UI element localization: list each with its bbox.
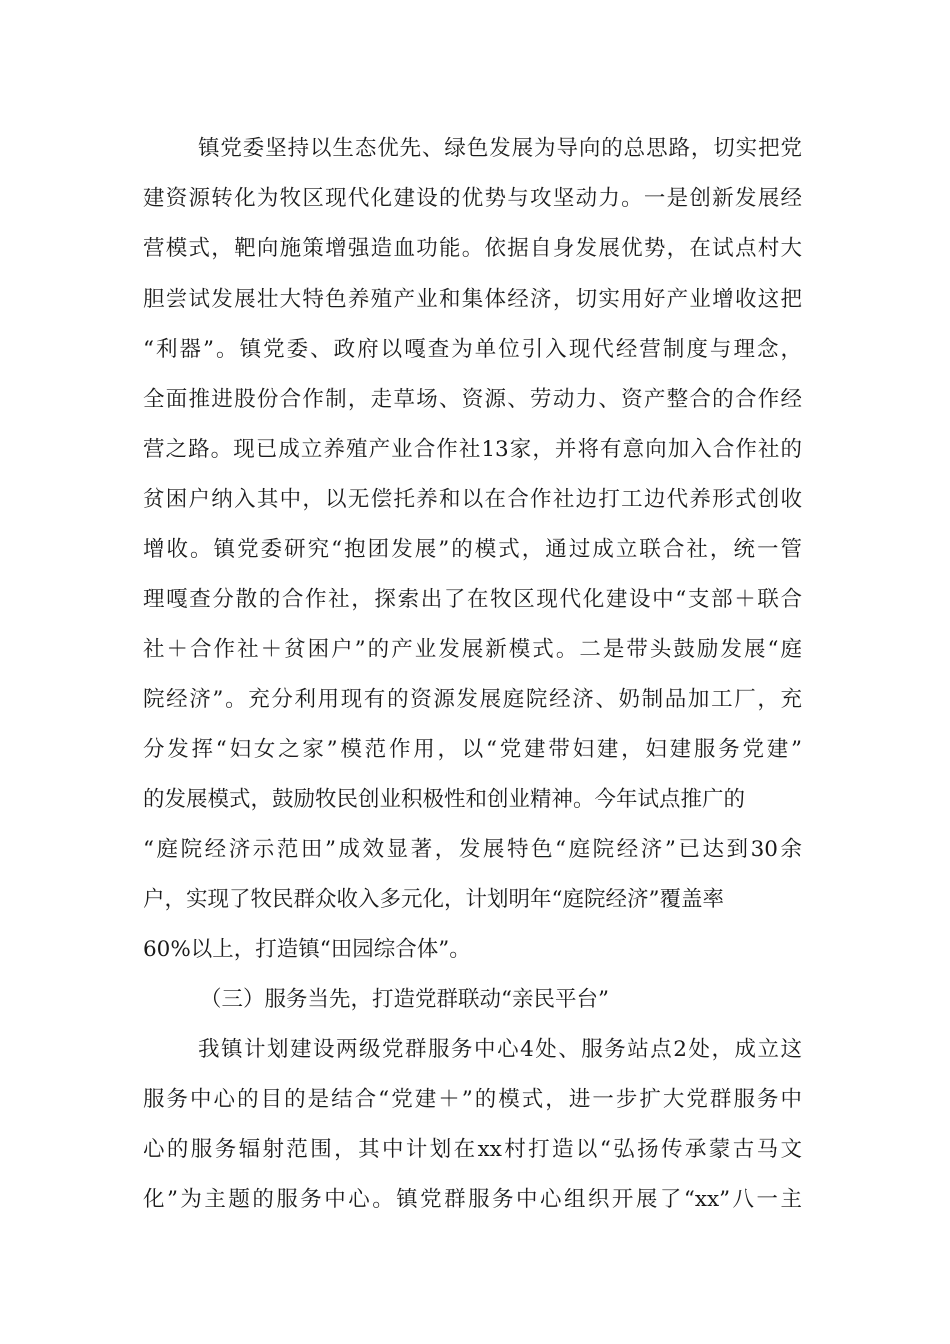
paragraph-1-line-10: 理嘎查分散的合作社，探索出了在牧区现代化建设中“支部＋联合 xyxy=(143,587,802,612)
paragraph-1-line-1: 镇党委坚持以生态优先、绿色发展为导向的总思路，切实把党 xyxy=(198,136,802,161)
paragraph-2-line-3: 心的服务辐射范围，其中计划在xx村打造以“弘扬传承蒙古马文 xyxy=(143,1137,802,1162)
section-heading: （三）服务当先，打造党群联动“亲民平台” xyxy=(200,987,609,1012)
paragraph-2-line-2: 服务中心的目的是结合“党建＋”的模式，进一步扩大党群服务中 xyxy=(143,1087,802,1112)
paragraph-1-line-9: 增收。镇党委研究“抱团发展”的模式，通过成立联合社，统一管 xyxy=(143,537,802,562)
paragraph-1-line-14: 的发展模式，鼓励牧民创业积极性和创业精神。今年试点推广的 xyxy=(143,787,746,812)
paragraph-1-line-16: 户，实现了牧民群众收入多元化，计划明年“庭院经济”覆盖率 xyxy=(143,887,724,912)
paragraph-1-line-3: 营模式，靶向施策增强造血功能。依据自身发展优势，在试点村大 xyxy=(143,236,802,261)
paragraph-1-line-7: 营之路。现已成立养殖产业合作社13家，并将有意向加入合作社的 xyxy=(143,437,802,462)
paragraph-1-line-8: 贫困户纳入其中，以无偿托养和以在合作社边打工边代养形式创收 xyxy=(143,487,802,512)
paragraph-2-line-4: 化”为主题的服务中心。镇党群服务中心组织开展了“xx”八一主 xyxy=(143,1187,802,1212)
paragraph-1-line-12: 院经济”。充分利用现有的资源发展庭院经济、奶制品加工厂，充 xyxy=(143,687,802,712)
paragraph-1-line-6: 全面推进股份合作制，走草场、资源、劳动力、资产整合的合作经 xyxy=(143,387,802,412)
paragraph-1-line-11: 社＋合作社＋贫困户”的产业发展新模式。二是带头鼓励发展“庭 xyxy=(143,637,802,662)
paragraph-1-line-5: “利器”。镇党委、政府以嘎查为单位引入现代经营制度与理念， xyxy=(143,337,802,362)
paragraph-1-line-4: 胆尝试发展壮大特色养殖产业和集体经济，切实用好产业增收这把 xyxy=(143,287,802,312)
paragraph-2-line-1: 我镇计划建设两级党群服务中心4处、服务站点2处，成立这 xyxy=(198,1037,802,1062)
paragraph-1-line-2: 建资源转化为牧区现代化建设的优势与攻坚动力。一是创新发展经 xyxy=(143,186,802,211)
paragraph-1-line-13: 分发挥“妇女之家”模范作用，以“党建带妇建，妇建服务党建” xyxy=(143,737,802,762)
paragraph-1-line-15: “庭院经济示范田”成效显著，发展特色“庭院经济”已达到30余 xyxy=(143,837,802,862)
paragraph-1-line-17: 60%以上，打造镇“田园综合体”。 xyxy=(143,937,471,962)
